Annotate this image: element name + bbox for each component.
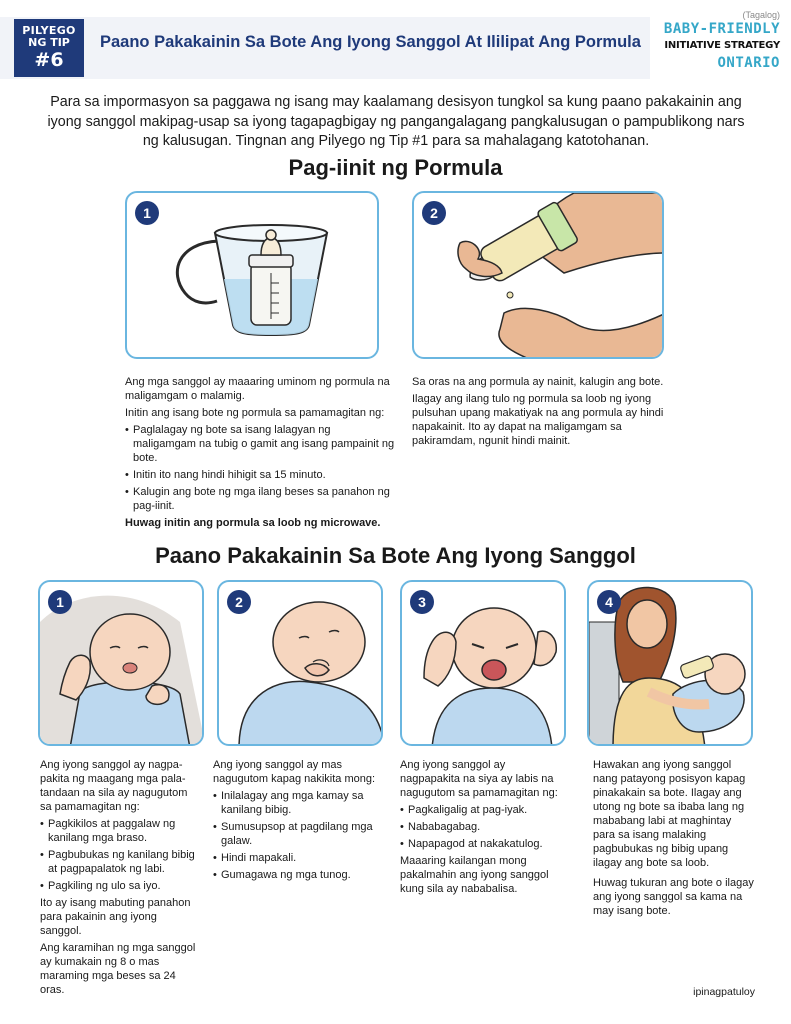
list-item: • Napapagod at nakakatulog. xyxy=(400,837,566,851)
tip-number: #6 xyxy=(34,49,64,71)
continued-label: ipinagpatuloy xyxy=(693,986,755,998)
warming-step-2-p1: Sa oras na ang pormula ay nainit, kalugin ang bote. xyxy=(412,376,664,388)
warming-step-2-illustration xyxy=(412,191,664,359)
list-item: • Nababagabag. xyxy=(400,820,566,834)
feeding-step-3-p1: Ang iyong sanggol ay nagpapakita na siya ay labis na nagugutom sa pamamagitan ng: xyxy=(400,759,558,799)
feeding-step-3-text xyxy=(400,758,566,899)
list-item: • Inilalagay ang mga kamay sa kanilang bibig. xyxy=(213,789,383,817)
feeding-step-2-p1: Ang iyong sanggol ay mas nagugutom kapag nakikita mong: xyxy=(213,759,376,785)
feeding-step-1-bullets xyxy=(40,817,200,893)
feeding-step-2-bullets xyxy=(213,789,383,882)
logo-language: (Tagalog) xyxy=(742,10,780,20)
list-item: • Initin ito nang hindi hihigit sa 15 minuto. xyxy=(125,468,395,482)
feeding-step-4-p2: Huwag tukuran ang bote o ilagay ang iyong sanggol sa kama na may isang bote. xyxy=(593,877,754,917)
step-number-badge: 2 xyxy=(227,590,251,614)
list-item: • Pagkikilos at paggalaw ng kanilang mga braso. xyxy=(40,817,200,845)
tip-label-line2: NG TIP xyxy=(28,36,70,49)
feeding-step-4-text xyxy=(593,758,755,921)
feeding-step-1-text xyxy=(40,758,200,1000)
feeding-step-1-p1: Ang iyong sanggol ay nagpa-pakita ng maagang mga pala-tandaan na sila ay nagugutom sa pamamagitan ng: xyxy=(40,759,188,813)
feeding-step-4-p1: Hawakan ang iyong sanggol nang patayong posisyon kapag pinakakain sa bote. Ilagay ang utong ng bote sa ibaba lang ng mababang labi at maghintay para sa isang malaking pagbubukas ng bibig upang ilagay ang bote sa loob. xyxy=(593,759,746,869)
page-title: Paano Pakakainin Sa Bote Ang Iyong Sanggol At Ililipat Ang Pormula xyxy=(100,33,641,51)
warming-step-1-p1: Ang mga sanggol ay maaaring uminom ng pormula na maligamgam o malamig. xyxy=(125,376,390,402)
feeding-step-2-text xyxy=(213,758,383,885)
tip-number-badge xyxy=(14,19,84,77)
feeding-step-2-illustration xyxy=(217,580,383,746)
feeding-step-3-p2: Maaaring kailangan mong pakalmahin ang iyong sanggol kung sila ay nababalisa. xyxy=(400,855,549,895)
list-item: • Sumusupsop at pagdilang mga galaw. xyxy=(213,820,383,848)
baby-friendly-logo xyxy=(640,10,780,71)
step-number-badge: 3 xyxy=(410,590,434,614)
tip-label-line1: PILYEGO xyxy=(22,24,76,37)
step-number-badge: 1 xyxy=(135,201,159,225)
feeding-step-1-p2: Ito ay isang mabuting panahon para pakainin ang iyong sanggol. xyxy=(40,897,191,937)
step-number-badge: 1 xyxy=(48,590,72,614)
list-item: • Pagkiling ng ulo sa iyo. xyxy=(40,879,200,893)
list-item: • Hindi mapakali. xyxy=(213,851,383,865)
step-number-badge: 4 xyxy=(597,590,621,614)
list-item: • Pagkaligalig at pag-iyak. xyxy=(400,803,566,817)
list-item: • Paglalagay ng bote sa isang lalagyan ng maligamgam na tubig o gamit ang isang pampainit ng bote. xyxy=(125,423,395,465)
feeding-step-3-illustration xyxy=(400,580,566,746)
feeding-step-1-p3: Ang karamihan ng mga sanggol ay kumakain ng 8 o mas maraming mga beses sa 24 oras. xyxy=(40,942,196,996)
list-item: • Pagbubukas ng kanilang bibig at pagpapalatok ng labi. xyxy=(40,848,200,876)
logo-line3: ONTARIO xyxy=(717,55,780,71)
warming-step-1-p2: Initin ang isang bote ng pormula sa pamamagitan ng: xyxy=(125,407,385,419)
warming-step-2-p2: Ilagay ang ilang tulo ng pormula sa loob ng iyong pulsuhan upang makatiyak na ang pormula ay hindi napakainit. Ito ay dapat na maligamgam sa pakiramdam, ngunit hindi mainit. xyxy=(412,393,664,447)
intro-paragraph: Para sa impormasyon sa paggawa ng isang may kaalamang desisyon tungkol sa kung paano pakakainin ang iyong sanggol makipag-usap sa iyong tagapagbigay ng pangangalagang pangkalusugan o pampublikong nars ng kalusugan. Tingnan ang Pilyego ng Tip #1 para sa mahalagang katotohanan. xyxy=(47,94,745,149)
warming-step-1-illustration xyxy=(125,191,379,359)
hands-testing-bottle-illustration xyxy=(414,193,664,359)
warming-cup-illustration xyxy=(127,193,379,359)
microwave-warning: Huwag initin ang pormula sa loob ng microwave. xyxy=(125,517,381,529)
feeding-step-1-illustration xyxy=(38,580,204,746)
feeding-step-4-illustration xyxy=(587,580,753,746)
list-item: • Gumagawa ng mga tunog. xyxy=(213,868,383,882)
warming-step-1-text xyxy=(125,375,395,533)
logo-line2: INITIATIVE STRATEGY xyxy=(664,40,780,51)
logo-line1: BABY-FRIENDLY xyxy=(663,21,780,37)
step-number-badge: 2 xyxy=(422,201,446,225)
warming-step-1-bullets xyxy=(125,423,395,513)
section-heading-feeding: Paano Pakakainin Sa Bote Ang Iyong Sanggol xyxy=(155,543,636,568)
warming-step-2-text xyxy=(412,375,680,451)
section-heading-warming: Pag-iinit ng Pormula xyxy=(288,155,503,180)
feeding-step-3-bullets xyxy=(400,803,566,851)
list-item: • Kalugin ang bote ng mga ilang beses sa panahon ng pag-iinit. xyxy=(125,485,395,513)
